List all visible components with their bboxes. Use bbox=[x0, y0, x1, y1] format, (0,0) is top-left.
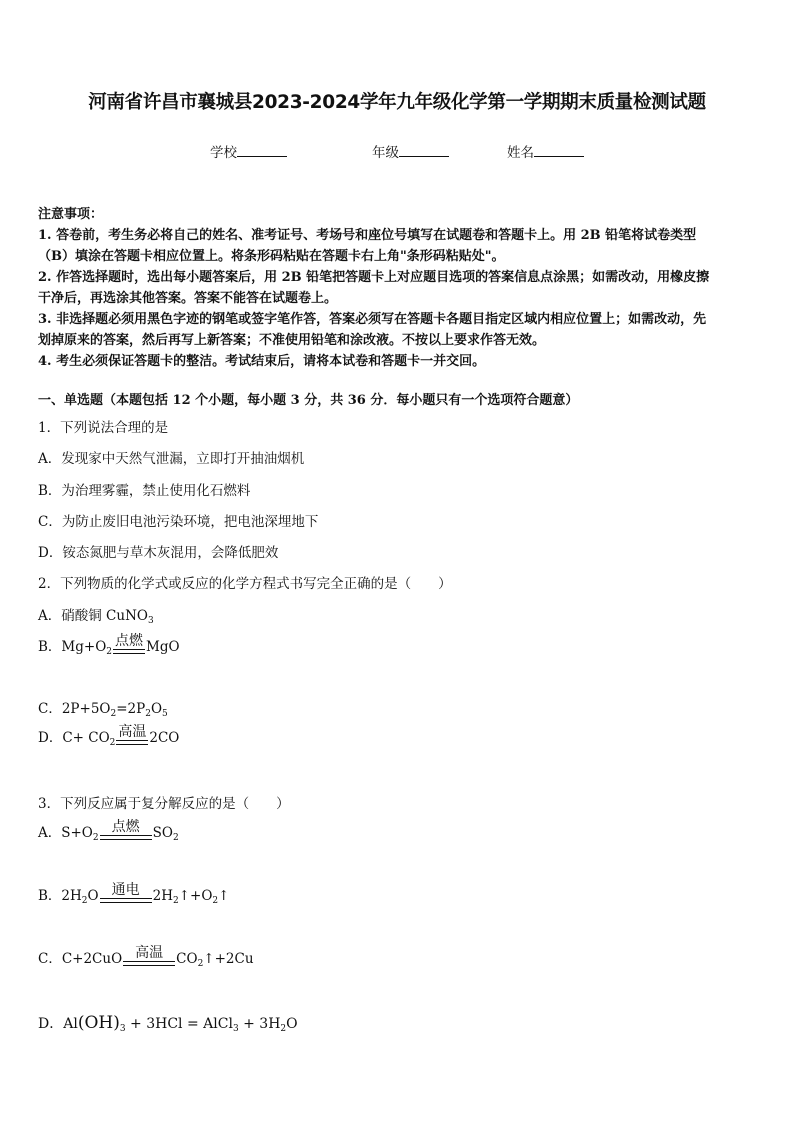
school-blank[interactable] bbox=[237, 143, 287, 157]
q3-b-cond-text: 通电 bbox=[111, 882, 140, 898]
q3-d-sub3: 2 bbox=[280, 1024, 287, 1034]
q3-b-sub3: 2 bbox=[212, 896, 219, 906]
q3-a-post: SO bbox=[152, 825, 173, 841]
q3-b-sub: 2 bbox=[81, 896, 88, 906]
q3-b-post3: ↑ bbox=[218, 888, 230, 904]
q2-b-condition bbox=[113, 634, 145, 654]
q3-d-pre: D．Al bbox=[38, 1016, 78, 1032]
q1-option-a: A．发现家中天然气泄漏，立即打开抽油烟机 bbox=[38, 451, 305, 467]
notice-line-6: 划掉原来的答案，然后再写上新答案；不准使用铅笔和涂改液。不按以上要求作答无效。 bbox=[38, 333, 546, 348]
name-label: 姓名 bbox=[507, 145, 534, 161]
q3-a-sub: 2 bbox=[92, 833, 99, 843]
q3-d-mid: + 3HCl = AlCl bbox=[125, 1016, 233, 1032]
q1-option-c: C．为防止废旧电池污染环境，把电池深埋地下 bbox=[38, 514, 319, 530]
page-title: 河南省许昌市襄城县2023-2024学年九年级化学第一学期期末质量检测试题 bbox=[88, 92, 706, 113]
q3-c-condition bbox=[123, 946, 175, 966]
q3-b-post2: ↑+O bbox=[178, 888, 213, 904]
q3-a-cond-text: 点燃 bbox=[111, 819, 140, 835]
q3-d-sub2: 3 bbox=[232, 1024, 239, 1034]
q2-option-b bbox=[38, 634, 180, 657]
q2-option-c bbox=[38, 697, 168, 719]
q3-d-mid2: + 3H bbox=[238, 1016, 281, 1032]
q3-b-mid: O bbox=[87, 888, 99, 904]
q2-a-text: A．硝酸铜 CuNO bbox=[38, 608, 148, 624]
q3-a-equals bbox=[100, 835, 152, 840]
q2-c-sub1: 2 bbox=[110, 709, 117, 719]
q3-a-sub2: 2 bbox=[172, 833, 179, 843]
q3-c-equals bbox=[123, 961, 175, 966]
name-blank[interactable] bbox=[534, 143, 584, 157]
q3-a-condition bbox=[100, 820, 152, 840]
q3-b-condition bbox=[100, 883, 152, 903]
q2-d-condition bbox=[116, 725, 148, 745]
q2-d-pre: D．C+ CO bbox=[38, 730, 110, 746]
notice-line-7: 4. 考生必须保证答题卡的整洁。考试结束后，请将本试卷和答题卡一并交回。 bbox=[38, 354, 486, 369]
q3-d-post: O bbox=[286, 1016, 298, 1032]
q3-c-pre: C．C+2CuO bbox=[38, 951, 123, 967]
q3-a-pre: A．S+O bbox=[38, 825, 93, 841]
school-field bbox=[210, 141, 287, 161]
notice-line-1: 1. 答卷前，考生务必将自己的姓名、准考证号、考场号和座位号填写在试题卷和答题卡上。用 2B 铅笔将试卷类型 bbox=[38, 228, 697, 243]
q3-c-cond-text: 高温 bbox=[135, 945, 164, 961]
q2-d-equals bbox=[116, 740, 148, 745]
q3-c-sub: 2 bbox=[197, 959, 204, 969]
q2-option-d bbox=[38, 725, 179, 748]
section-heading: 一、单选题（本题包括 12 个小题，每小题 3 分，共 36 分．每小题只有一个选项符合题意） bbox=[38, 393, 579, 408]
q3-d-paren: (OH) bbox=[77, 1013, 120, 1033]
q3-b-post1: 2H bbox=[152, 888, 173, 904]
q3-d-sub: 3 bbox=[119, 1024, 126, 1034]
q2-option-a bbox=[38, 604, 154, 626]
q2-d-post: 2CO bbox=[149, 730, 180, 746]
q3-stem: 3．下列反应属于复分解反应的是（ ） bbox=[38, 796, 290, 812]
q3-option-b bbox=[38, 883, 229, 906]
notice-line-4: 干净后，再选涂其他答案。答案不能答在试题卷上。 bbox=[38, 291, 338, 306]
q3-b-equals bbox=[100, 898, 152, 903]
q2-d-sub: 2 bbox=[109, 738, 116, 748]
grade-field bbox=[372, 141, 449, 161]
notice-heading: 注意事项： bbox=[38, 207, 104, 222]
q3-option-d bbox=[38, 1013, 298, 1034]
grade-blank[interactable] bbox=[399, 143, 449, 157]
q2-b-equals bbox=[113, 649, 145, 654]
q3-option-c bbox=[38, 946, 254, 969]
q2-d-cond-text: 高温 bbox=[118, 724, 147, 740]
q1-stem: 1．下列说法合理的是 bbox=[38, 420, 169, 436]
q3-option-a bbox=[38, 820, 179, 843]
q2-c-mid: =2P bbox=[116, 701, 146, 717]
q2-b-post: MgO bbox=[146, 639, 180, 655]
notice-line-5: 3. 非选择题必须用黑色字迹的钢笔或签字笔作答，答案必须写在答题卡各题目指定区域内相应位置上；如需改动，先 bbox=[38, 312, 707, 327]
notice-line-2: （B）填涂在答题卡相应位置上。将条形码粘贴在答题卡右上角"条形码粘贴处"。 bbox=[38, 249, 505, 264]
q3-b-sub2: 2 bbox=[172, 896, 179, 906]
q1-option-b: B．为治理雾霾，禁止使用化石燃料 bbox=[38, 483, 251, 499]
q2-b-sub: 2 bbox=[106, 647, 112, 657]
q3-b-pre: B．2H bbox=[38, 888, 82, 904]
q2-c-sub3: 5 bbox=[162, 709, 168, 719]
q2-b-pre: B．Mg+O bbox=[38, 639, 107, 655]
q3-c-post2: ↑+2Cu bbox=[203, 951, 254, 967]
q2-c-mid2: O bbox=[150, 701, 163, 717]
q2-stem: 2．下列物质的化学式或反应的化学方程式书写完全正确的是（ ） bbox=[38, 576, 452, 592]
name-field bbox=[507, 141, 584, 161]
q2-a-sub: 3 bbox=[147, 616, 154, 626]
q2-c-pre: C．2P+5O bbox=[38, 701, 111, 717]
q2-b-cond-text: 点燃 bbox=[115, 633, 143, 649]
notice-line-3: 2. 作答选择题时，选出每小题答案后，用 2B 铅笔把答题卡上对应题目选项的答案信息点涂黑；如需改动，用橡皮擦 bbox=[38, 270, 710, 285]
q3-c-post1: CO bbox=[176, 951, 198, 967]
q1-option-d: D．铵态氮肥与草木灰混用，会降低肥效 bbox=[38, 545, 279, 561]
school-label: 学校 bbox=[210, 145, 237, 161]
grade-label: 年级 bbox=[372, 145, 399, 161]
q2-c-sub2: 2 bbox=[145, 709, 151, 719]
